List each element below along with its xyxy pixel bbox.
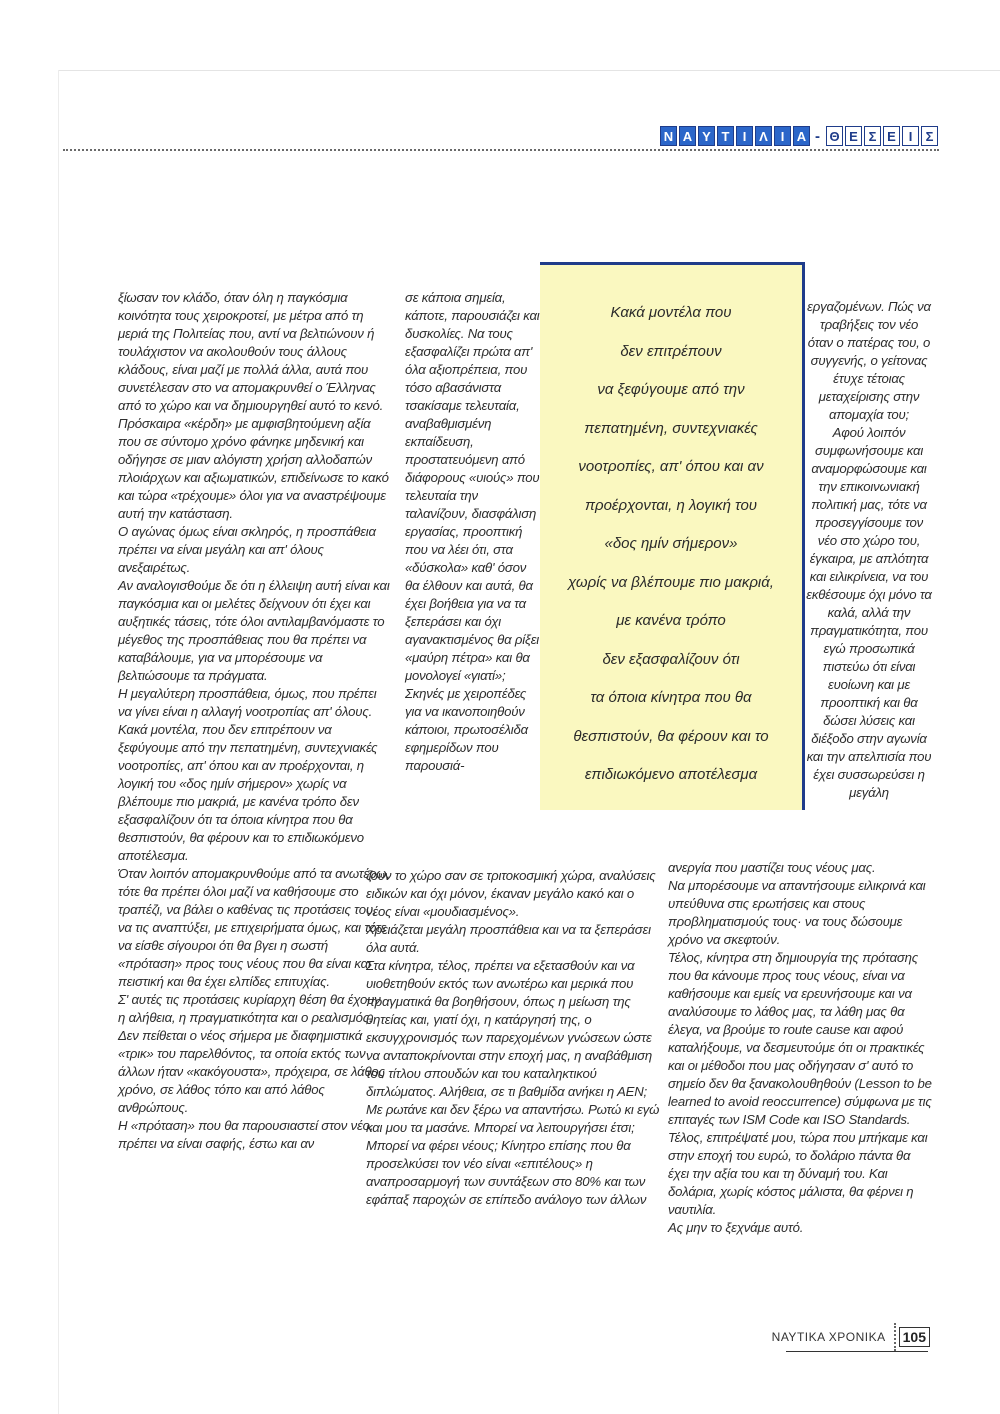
article-column-3-wide [668,859,932,1237]
header-letter: Α [679,126,696,146]
page-footer [772,1323,930,1351]
paragraph: Χρειάζεται μεγάλη προσπάθεια και να τα ξεπεράσει όλα αυτά. [366,922,651,955]
header-letter: Α [793,126,810,146]
page-edge [58,70,1000,71]
paragraph: Τέλος, κίνητρα στη δημιουργία της πρότασης που θα κάνουμε προς τους νέους, είναι να καθήσουμε και εμείς να ερευνήσουμε και να αναλύσουμε το λάθος μας, τα λάθη μας θα έλεγα, να βρούμε το route cause και αφού καταλήξουμε, να δεσμευτούμε ότι οι πρακτικές και οι μέθοδοι που μας οδήγησαν σ' αυτό το σημείο δεν θα ξανακολουθηθούν (Lesson to be learned to avoid reoccurrence) σύμφωνα με τις επιταγές των ISM Code και ISO Standards. [668,950,932,1127]
article-column-2-wide [366,867,662,1209]
paragraph: Σ' αυτές τις προτάσεις κυρίαρχη θέση θα έχουν η αλήθεια, η πραγματικότητα και ο ρεαλισμός. Δεν πείθεται ο νέος σήμερα με διαφημιστικά «τρικ» του παρελθόντος, τα οποία εκτός των άλλων ήταν «κακόγουστα», πρόχειρα, σε λάθος χρόνο, σε λάθος τόπο και από λάθος ανθρώπους. [118,992,385,1115]
footer-rule [786,1351,928,1352]
paragraph: Πρόσκαιρα «κέρδη» με αμφισβητούμενη αξία που σε σύντομο χρόνο φάνηκε μηδενική και οδήγησε σε μιαν αλόγιστη χρήση αλλοδαπών πλοιάρχων και αξιωματικών, επιδείνωσε το κακό και τώρα «τρέχουμε» όλοι για να αναστρέψουμε αυτή την κατάσταση. [118,416,389,521]
header-letter: Ι [736,126,753,146]
pull-quote-line: «δος ημίν σήμερον» [604,535,738,552]
pull-quote [540,262,805,810]
header-letter: Ε [883,126,900,146]
header-letter: Σ [921,126,938,146]
paragraph: Η «πρόταση» που θα παρουσιαστεί στον νέο, πρέπει να είναι σαφής, έστω και αν [118,1118,374,1151]
header-separator: - [815,127,820,145]
paragraph: Αν αναλογισθούμε δε ότι η έλλειψη αυτή είναι και παγκόσμια και οι μελέτες δείχνουν ότι έχει και αυξητικές τάσεις, τότε όλοι αντιλαμβανόμαστε το μέγεθος της προσπάθειας που θα πρέπει να καταβάλουμε, για να μπορέσουμε να βελτιώσουμε τα πράγματα. [118,578,390,683]
article-column-1 [118,289,390,1153]
magazine-name: ΝΑΥΤΙΚΑ ΧΡΟΝΙΚΑ [771,1330,886,1344]
page-edge-left [58,70,59,1414]
paragraph: Αφού λοιπόν συμφωνήσουμε και αναμορφώσουμε και την επικοινωνιακή πολιτική μας, τότε να προσεγγίσουμε τον νέο στο χώρο του, έγκαιρα, με απλότητα και ειλικρίνεια, να του εκθέσουμε όχι μόνο τα καλά, αλλά την πραγματικότητα, που εγώ προσωπικά πιστεύω ότι είναι ευοίωνη και με προοπτική και θα δώσει λύσεις και διέξοδο στην αγωνία και την απελπισία που έχει συσσωρεύσει η μεγάλη [806,425,932,800]
pull-quote-line: νοοτροπίες, απ' όπου και αν [578,458,764,475]
paragraph: Σκηνές με χειροπέδες για να ικανοποιηθούν κάποιοι, πρωτοσέλιδα εφημερίδων που παρουσιά- [405,686,528,773]
header-letter: Ε [845,126,862,146]
paragraph: ζουν το χώρο σαν σε τριτοκοσμική χώρα, αναλύσεις ειδικών και όχι μόνον, έκαναν μεγάλο κακό και ο νέος είναι «μουδιασμένος». [366,868,656,919]
page-number: 105 [899,1327,930,1347]
pull-quote-line: Κακά μοντέλα που [610,304,732,321]
pull-quote-line: με κανένα τρόπο [616,612,726,629]
header-letter: Τ [717,126,734,146]
paragraph: εργαζομένων. Πώς να τραβήξεις τον νέο όταν ο πατέρας του, ο συγγενής, ο γείτονας έτυχε τέτοιας μεταχείρισης στην απομαχία του; [807,299,931,422]
pull-quote-line: να ξεφύγουμε από την [597,381,745,398]
section-header [658,126,938,146]
pull-quote-text [540,301,802,802]
paragraph: Τέλος, επιτρέψατέ μου, τώρα που μπήκαμε και στην εποχή του ευρώ, το δολάριο πάντα θα έχει την αξία του και τη δύναμή του. Και δολάρια, χωρίς κόστος μάλιστα, θα φέρνει η ναυτιλία. [668,1130,928,1217]
header-word-1 [658,126,810,146]
paragraph: Ας μην το ξεχνάμε αυτό. [668,1220,804,1235]
pull-quote-line: προέρχονται, η λογική του [584,496,758,514]
header-letter: Σ [864,126,881,146]
header-word-2 [824,126,938,146]
pull-quote-line: δεν εξασφαλίζουν ότι [602,650,740,668]
header-letter: Ι [902,126,919,146]
pull-quote-line: επιδιωκόμενο αποτέλεσμα [584,766,758,783]
pull-quote-line: θεσπιστούν, θα φέρουν και το [573,727,769,745]
paragraph: Ο αγώνας όμως είναι σκληρός, η προσπάθεια πρέπει να είναι μεγάλη και απ' όλους ανεξαιρέτως. [118,524,376,575]
header-letter: Ν [660,126,677,146]
paragraph: Η μεγαλύτερη προσπάθεια, όμως, που πρέπει να γίνει είναι η αλλαγή νοοτροπίας απ' όλους. Κακά μοντέλα, που δεν επιτρέπουν να ξεφύγουμε από την πεπατημένη, συντεχνιακές νοοτροπίες, απ' όπου και αν προέρχονται, η λογική του «δος ημίν σήμερον» χωρίς να βλέπουμε πιο μακριά, με κανένα τρόπο δεν εξασφαλίζουν ότι τα όποια κίνητρα που θα θεσπιστούν, θα φέρουν και το επιδιωκόμενο αποτέλεσμα. [118,686,378,863]
pull-quote-line: πεπατημένη, συντεχνιακές [584,419,758,437]
pull-quote-line: δεν επιτρέπουν [620,342,722,360]
article-column-3-narrow [806,298,932,802]
header-letter: Θ [826,126,843,146]
header-letter: Υ [698,126,715,146]
header-letter: Λ [755,126,772,146]
paragraph: ανεργία που μαστίζει τους νέους μας. [668,860,876,875]
pull-quote-line: χωρίς να βλέπουμε πιο μακριά, [568,573,774,591]
paragraph: Όταν λοιπόν απομακρυνθούμε από τα ανωτέρω, τότε θα πρέπει όλοι μαζί να καθήσουμε στο τραπέζι, να βάλει ο καθένας τις προτάσεις του, να τις αναπτύξει, με επιχειρήματα όμως, και τότε να είσθε σίγουροι ότι θα βγει η σωστή «πρόταση» προς τους νέους που θα είναι και πειστική και θα έχει ελπίδες επιτυχίας. [118,866,390,989]
paragraph: ξίωσαν τον κλάδο, όταν όλη η παγκόσμια κοινότητα τους χειροκροτεί, με μέτρα από τη μεριά της Πολιτείας που, αντί να βελτιώνουν ή τουλάχιστον να ακολουθούν τους άλλους κλάδους, είναι μαζί με πολλά άλλα, αυτά που συνετέλεσαν στο να απομακρυνθεί ο Έλληνας από το χώρο και να δημιουργηθεί αυτό το κενό. [118,290,384,413]
paragraph: Να μπορέσουμε να απαντήσουμε ειλικρινά και υπεύθυνα στις ερωτήσεις και στους προβληματισμούς τους· να τους δώσουμε χρόνο να σκεφτούν. [668,878,926,947]
footer-dotted-separator [894,1323,896,1351]
paragraph: σε κάποια σημεία, κάποτε, παρουσιάζει και δυσκολίες. Να τους εξασφαλίζει πρώτα απ' όλα αξιοπρέπεια, που τόσο αβασάνιστα τσακίσαμε τελευταία, αναβαθμισμένη εκπαίδευση, προστατευόμενη από διάφορους «υιούς» που τελευταία την ταλανίζουν, διασφάλιση εργασίας, προοπτική που να λέει ότι, στα «δύσκολα» καθ' όσον θα έλθουν και αυτά, θα έχει βοήθεια για να τα ξεπεράσει και όχι αγανακτισμένος θα ρίξει «μαύρη πέτρα» και θα μονολογεί «γιατί»; [405,290,540,683]
pull-quote-line: τα όποια κίνητρα που θα [590,689,752,706]
header-dotted-rule [63,149,939,151]
paragraph: Στα κίνητρα, τέλος, πρέπει να εξετασθούν και να υιοθετηθούν εκτός των ανωτέρω και μερικά που πραγματικά θα βοηθήσουν, όπως η μείωση της θητείας και, γιατί όχι, η κατάργησή της, ο εκσυγχρονισμός των παρεχομένων γνώσεων ώστε να ανταποκρίνονται στην εποχή μας, η αναβάθμιση του τίτλου σπουδών και του καταληκτικού διπλώματος. Αλήθεια, σε τι βαθμίδα ανήκει η ΑΕΝ; Με ρωτάνε και δεν ξέρω να απαντήσω. Ρωτώ κι εγώ και μου τα μασάνε. Μπορεί να λειτουργήσει έτσι; Μπορεί να φέρει νέους; Κίνητρο επίσης που θα προσελκύσει τον νέο είναι «επιτέλους» η αναπροσαρμογή των συντάξεων στο 80% και των εφάπαξ παροχών σε επίπεδο ανάλογο των άλλων [366,958,660,1207]
header-letter: Ι [774,126,791,146]
article-column-2-narrow [405,289,541,775]
